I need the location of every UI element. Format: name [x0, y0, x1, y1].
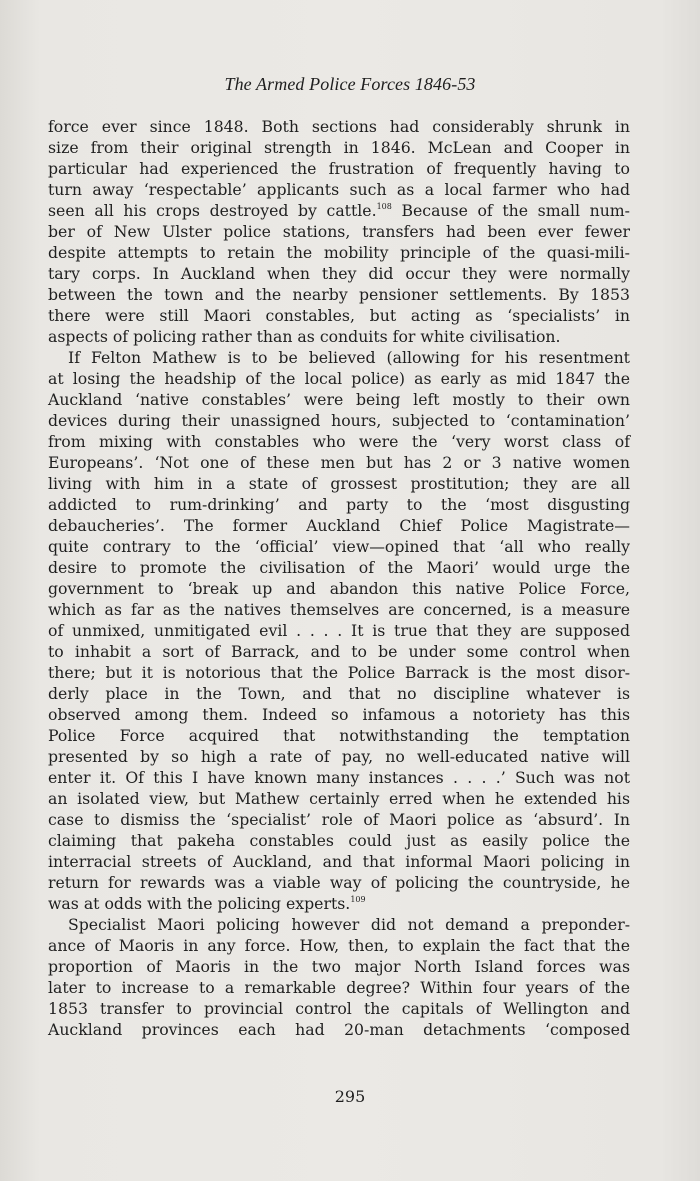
- text-line: which as far as the natives themselves are concerned, is a measure: [48, 600, 630, 619]
- text-line: later to increase to a remarkable degree? Within four years of the: [48, 978, 630, 997]
- text-line: size from their original strength in 1846. McLean and Cooper in: [48, 138, 630, 157]
- text-line: interracial streets of Auckland, and that informal Maori policing in: [48, 852, 630, 871]
- text-line: ance of Maoris in any force. How, then, to explain the fact that the: [48, 936, 630, 955]
- text-segment: seen all his crops destroyed by cattle.: [48, 201, 377, 220]
- text-line: enter it. Of this I have known many instances . . . .’ Such was not: [48, 768, 630, 787]
- text-line: debaucheries’. The former Auckland Chief Police Magistrate—: [48, 516, 630, 535]
- text-line: from mixing with constables who were the ‘very worst class of: [48, 432, 630, 451]
- footnote-marker-108: 108: [376, 202, 392, 211]
- text-line: derly place in the Town, and that no discipline whatever is: [48, 684, 630, 703]
- text-segment: Because of the small num-: [391, 201, 630, 220]
- text-line: Auckland provinces each had 20-man detachments ‘composed: [48, 1020, 630, 1039]
- text-line-with-footnote: [48, 893, 630, 914]
- text-line: despite attempts to retain the mobility principle of the quasi-mili-: [48, 243, 630, 262]
- paragraph-1: [48, 116, 630, 347]
- text-line: to inhabit a sort of Barrack, and to be under some control when: [48, 642, 630, 661]
- paragraph-3: [48, 914, 630, 1040]
- text-line: quite contrary to the ‘official’ view—opined that ‘all who really: [48, 537, 630, 556]
- text-line: Police Force acquired that notwithstanding the temptation: [48, 726, 630, 745]
- text-line: government to ‘break up and abandon this native Police Force,: [48, 579, 630, 598]
- text-line: tary corps. In Auckland when they did occur they were normally: [48, 264, 630, 283]
- text-line: claiming that pakeha constables could just as easily police the: [48, 831, 630, 850]
- running-head: The Armed Police Forces 1846-53: [224, 74, 476, 94]
- text-line: Specialist Maori policing however did not demand a preponder-: [68, 915, 630, 934]
- text-line: Auckland ‘native constables’ were being left mostly to their own: [48, 390, 630, 409]
- text-line: proportion of Maoris in the two major North Island forces was: [48, 957, 630, 976]
- text-line: devices during their unassigned hours, subjected to ‘contamination’: [48, 411, 630, 430]
- text-line: of unmixed, unmitigated evil . . . . It is true that they are supposed: [48, 621, 630, 640]
- text-line: living with him in a state of grossest prostitution; they are all: [48, 474, 630, 493]
- text-line: return for rewards was a viable way of policing the countryside, he: [48, 873, 630, 892]
- text-line: particular had experienced the frustration of frequently having to: [48, 159, 630, 178]
- text-line: an isolated view, but Mathew certainly erred when he extended his: [48, 789, 630, 808]
- text-line: aspects of policing rather than as conduits for white civilisation.: [48, 327, 561, 346]
- text-line: case to dismiss the ‘specialist’ role of Maori police as ‘absurd’. In: [48, 810, 630, 829]
- text-line: addicted to rum-drinking’ and party to the ‘most disgusting: [48, 495, 630, 514]
- text-line: there were still Maori constables, but acting as ‘specialists’ in: [48, 306, 630, 325]
- text-segment: was at odds with the policing experts.: [48, 894, 351, 913]
- text-line: 1853 transfer to provincial control the capitals of Wellington and: [48, 999, 630, 1018]
- text-line: observed among them. Indeed so infamous a notoriety has this: [48, 705, 630, 724]
- text-line: turn away ‘respectable’ applicants such as a local farmer who had: [48, 180, 630, 199]
- text-line: desire to promote the civilisation of the Maori’ would urge the: [48, 558, 630, 577]
- text-line: presented by so high a rate of pay, no well-educated native will: [48, 747, 630, 766]
- text-line: Europeans’. ‘Not one of these men but has 2 or 3 native women: [48, 453, 630, 472]
- footnote-marker-109: 109: [350, 895, 366, 904]
- text-line: between the town and the nearby pensioner settlements. By 1853: [48, 285, 630, 304]
- text-line: force ever since 1848. Both sections had considerably shrunk in: [48, 117, 630, 136]
- text-line-with-footnote: [48, 200, 630, 221]
- text-line: at losing the headship of the local police) as early as mid 1847 the: [48, 369, 630, 388]
- body-text: [48, 116, 630, 1040]
- text-line: there; but it is notorious that the Police Barrack is the most disor-: [48, 663, 630, 682]
- text-line: ber of New Ulster police stations, transfers had been ever fewer: [48, 222, 630, 241]
- text-line: If Felton Mathew is to be believed (allowing for his resentment: [68, 348, 630, 367]
- paragraph-2: [48, 347, 630, 914]
- page-number: 295: [334, 1087, 366, 1106]
